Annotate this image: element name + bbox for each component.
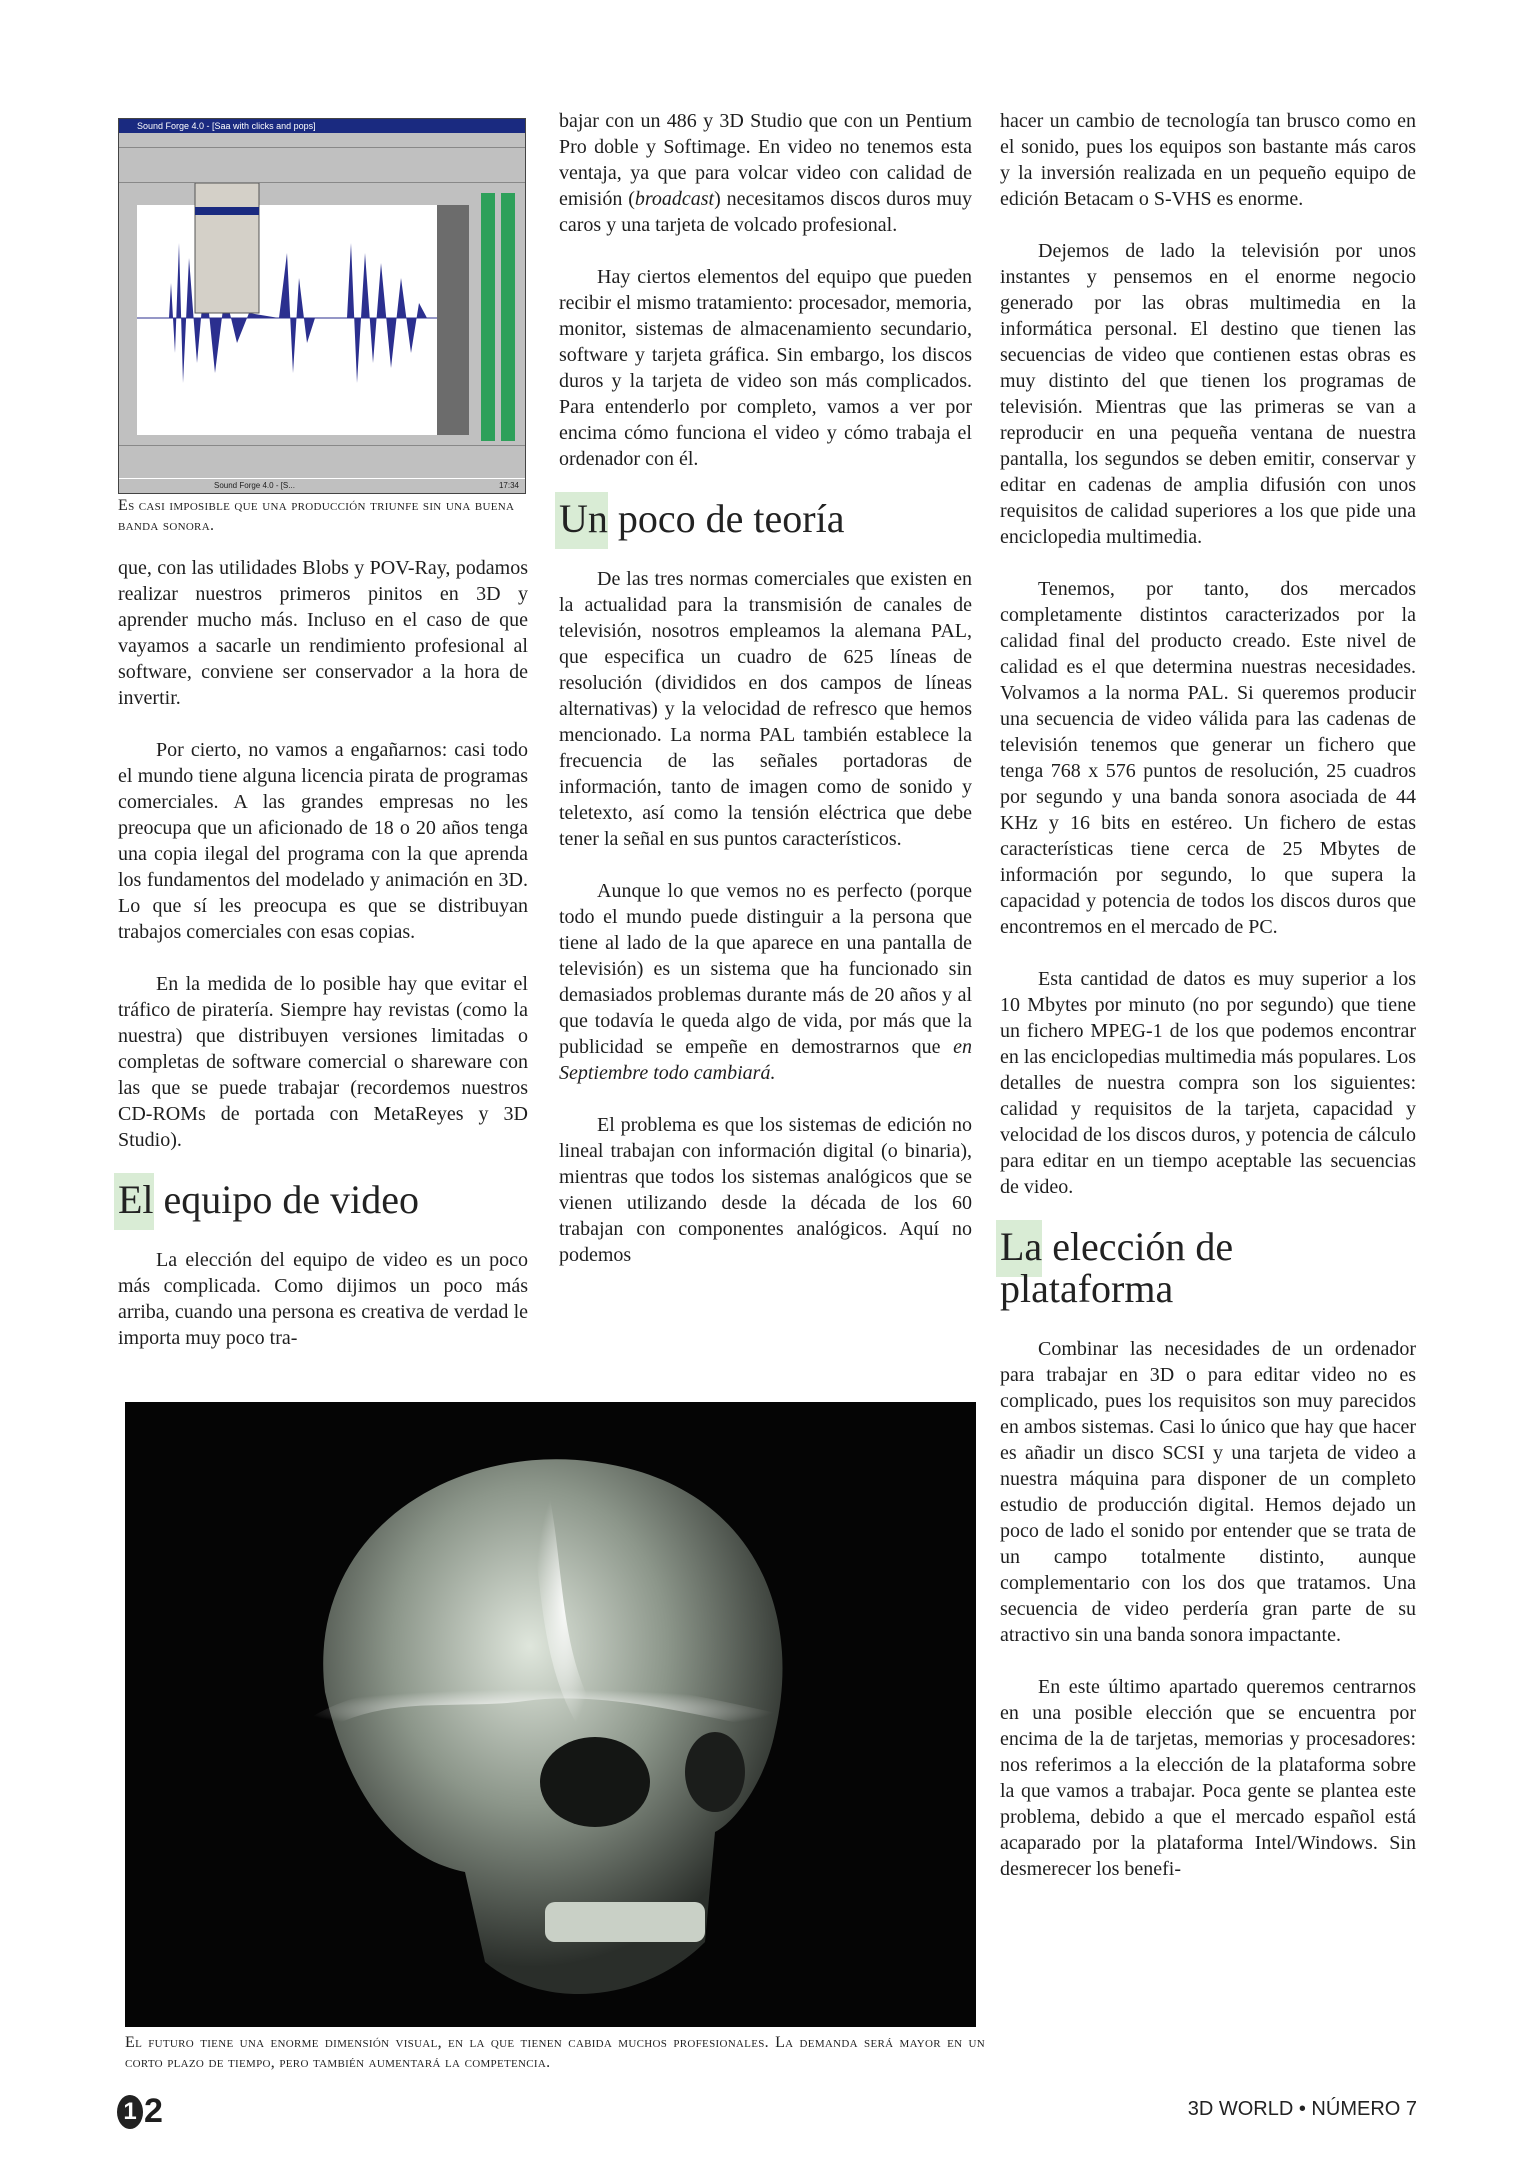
toolbar (119, 148, 525, 183)
page-number: 1 2 (117, 2092, 163, 2131)
paragraph: Combinar las necesidades de un ordenador para trabajar en 3D o para editar video no es complicado, pues los requisitos son muy parecidos en ambos sistemas. Casi lo único que hay que hacer es añadir un disco SCSI y una tarjeta de video a nuestra máquina para disponer de un completo estudio de producción digital. Hemos dejado un poco de lado el sonido por entender que se trata de un campo totalmente distinto, aunque complementario con los dos que tratamos. Una secuencia de video perdería gran parte de su atractivo sin una banda sonora impactante. (1000, 1338, 1416, 1646)
column-1 (118, 555, 528, 1377)
figure2-caption: El futuro tiene una enorme dimensión visual, en la que tienen cabida muchos profesionales. La demanda será mayor en un corto plazo de tiempo, pero también aumentará la competencia. (125, 2034, 985, 2071)
paragraph: Tenemos, por tanto, dos mercados completamente distintos caracterizados por la calidad final del producto creado. Este nivel de calidad es el que determina nuestras necesidades. Volvamos a la norma PAL. Si queremos producir una secuencia de video válida para las cadenas de televisión tenemos que generar un fichero que tenga 768 x 576 puntos de resolución, 25 cuadros por segundo y una banda sonora asociada de 44 KHz y 16 bits en estéreo. Un fichero de estas características tiene cerca de 25 Mbytes de información por segundo, lo que supera la capacidad y potencia de todos los discos duros que encontremos en el mercado de PC. (1000, 578, 1416, 938)
paragraph: Hay ciertos elementos del equipo que pueden recibir el mismo tratamiento: procesador, memoria, monitor, sistemas de almacenamiento secundario, software y tarjeta gráfica. Sin embargo, los discos duros y la tarjeta de video son más complicados. Para entenderlo por completo, vamos a ver por encima cómo funciona el video y cómo trabaja el ordenador con él. (559, 266, 972, 470)
paragraph: En este último apartado queremos centrarnos en una posible elección que se encuentra por encima de la de tarjetas, memorias y procesadores: nos referimos a la elección de la plataforma sobre la que vamos a trabajar. Poca gente se plantea este problema, debido a que el mercado español está acaparado por la plataforma Intel/Windows. Sin desmerecer los benefi- (1000, 1676, 1416, 1880)
section-heading: Un poco de teoría (559, 498, 972, 540)
paragraph: La elección del equipo de video es un poco más complicada. Como dijimos un poco más arriba, cuando una persona es creativa de verdad le importa muy poco tra- (118, 1249, 528, 1349)
paragraph: hacer un cambio de tecnología tan brusco como en el sonido, pues los equipos son bastante más caros y la inversión realizada en un pequeño equipo de edición Betacam o S-VHS es enorme. (1000, 110, 1416, 210)
column-3 (1000, 108, 1416, 1908)
page-number-circled-digit: 1 (117, 2095, 143, 2129)
taskbar (119, 478, 525, 493)
window-titlebar: Sound Forge 4.0 - [Saa with clicks and pops] (119, 119, 525, 133)
paragraph: Aunque lo que vemos no es perfecto (porque todo el mundo puede distinguir a la persona que tiene al lado de la que aparece en una pantalla de televisión) es un sistema que ha funcionado sin demasiados problemas durante más de 20 años y al que todavía le queda algo de vida, por más que la publicidad se empeñe en demostrarnos que en Septiembre todo cambiará. (559, 880, 972, 1084)
section-heading: El equipo de video (118, 1179, 528, 1221)
figure1-caption: Es casi imposible que una producción triunfe sin una buena banda sonora. (118, 497, 515, 534)
status-bar (119, 445, 525, 480)
sound-forge-screenshot (118, 118, 526, 494)
skull-illustration (125, 1402, 976, 2027)
menu-bar (119, 133, 525, 148)
paragraph: En la medida de lo posible hay que evitar el tráfico de piratería. Siempre hay revistas (como la nuestra) que distribuyen versiones limitadas o completas de software comercial o shareware con las que se puede trabajar (recordemos nuestros CD-ROMs de portada con MetaReyes y 3D Studio). (118, 973, 528, 1151)
effects-menu (195, 183, 259, 313)
waveform-view (119, 183, 525, 445)
paragraph: Esta cantidad de datos es muy superior a los 10 Mbytes por minuto (no por segundo) que tiene un fichero MPEG-1 de los que podemos encontrar en las enciclopedias multimedia más populares. Los detalles de nuestra compra son los siguientes: calidad y requisitos de la tarjeta, capacidad y velocidad de los discos duros, y potencia de cálculo para editar en un tiempo aceptable las secuencias de video. (1000, 968, 1416, 1198)
taskbar-clock: 17:34 (498, 481, 519, 490)
paragraph: que, con las utilidades Blobs y POV-Ray, podamos realizar nuestros primeros pinitos en 3D y aprender mucho más. Incluso en el caso de que vayamos a sacarle un rendimiento profesional al software, conviene ser conservador a la hora de invertir. (118, 557, 528, 709)
paragraph: Dejemos de lado la televisión por unos instantes y pensemos en el enorme negocio generado por las obras multimedia en la informática personal. El destino que tienen las secuencias de video que contienen estas obras es muy distinto del que tienen los programas de televisión. Mientras que las primeras se van a reproducir en una pequeña ventana de nuestra pantalla, los segundos se deben emitir, conservar y editar en cadenas de amplia difusión con unos requisitos de calidad superiores a los que pide una enciclopedia multimedia. (1000, 240, 1416, 548)
section-heading: La elección de plataforma (1000, 1226, 1416, 1310)
column-2 (559, 108, 972, 1294)
level-meter-right (501, 193, 515, 441)
paragraph: bajar con un 486 y 3D Studio que con un Pentium Pro doble y Softimage. En video no tenemos esta ventaja, ya que para volcar video con calidad de emisión (broadcast) necesitamos discos duros muy caros y una tarjeta de volcado profesional. (559, 110, 972, 236)
level-meter-left (481, 193, 495, 441)
paragraph: Por cierto, no vamos a engañarnos: casi todo el mundo tiene alguna licencia pirata de programas comerciales. A las grandes empresas no les preocupa que un aficionado de 18 o 20 años tenga una copia ilegal del programa con la que aprenda los fundamentos del modelado y animación en 3D. Lo que sí les preocupa es que se distribuyan trabajos comerciales con esas copias. (118, 739, 528, 943)
taskbar-item: Sound Forge 4.0 - [S... (214, 481, 295, 490)
paragraph: El problema es que los sistemas de edición no lineal trabajan con información digital (o binaria), mientras que todos los sistemas analógicos que se vienen utilizando desde la década de los 60 trabajan con componentes analógicos. Aquí no podemos (559, 1114, 972, 1266)
skull-render-image (125, 1402, 976, 2027)
paragraph: De las tres normas comerciales que existen en la actualidad para la transmisión de canales de televisión, nosotros empleamos la alemana PAL, que especifica un cuadro de 625 líneas de resolución (divididos en dos campos de líneas alternativas) y la velocidad de refresco que hemos mencionado. La norma PAL también establece la frecuencia de las señales portadoras de información, tanto de imagen como de sonido y teletexto, así como la tensión eléctrica que debe tener la señal en sus puntos característicos. (559, 568, 972, 850)
magazine-issue-label: 3D WORLD • NÚMERO 7 (1187, 2098, 1417, 2120)
